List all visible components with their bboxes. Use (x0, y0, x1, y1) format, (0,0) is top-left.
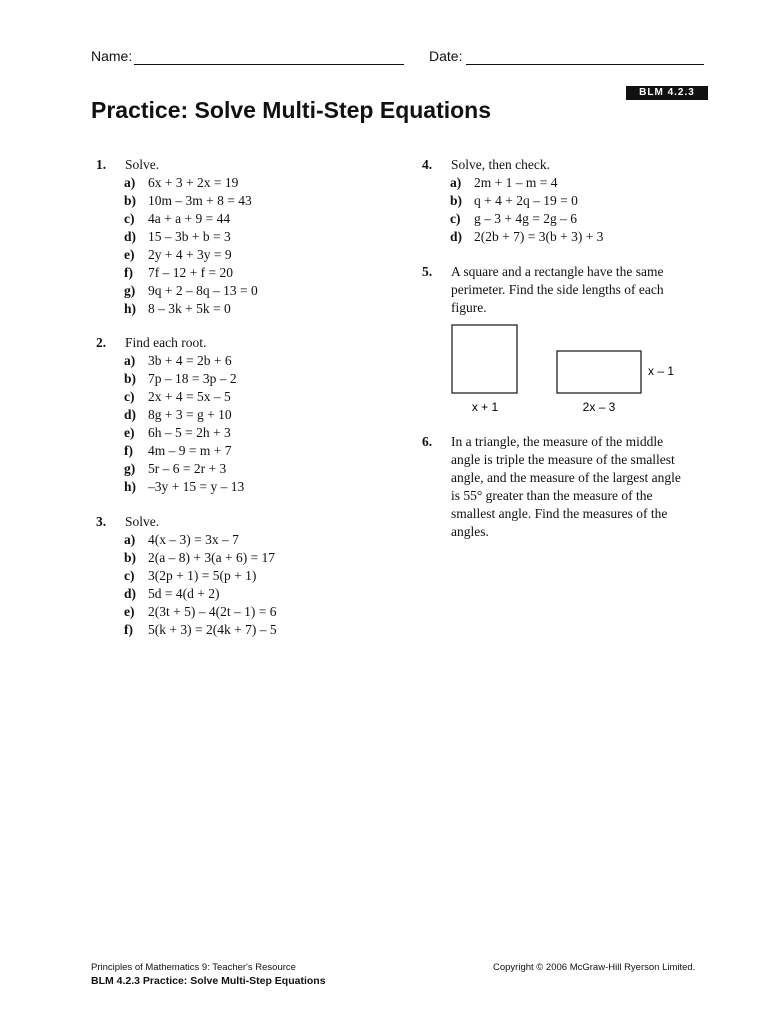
question-prompt: Solve. (125, 514, 160, 529)
part-letter: h) (124, 479, 137, 494)
equation-item (96, 370, 376, 388)
part-letter: b) (124, 371, 137, 386)
equation-item (422, 174, 702, 192)
question-line: angles. (451, 524, 489, 539)
equation-text: 7p – 18 = 3p – 2 (148, 371, 237, 386)
equation-item (422, 228, 702, 246)
equation-item (96, 282, 376, 300)
footer-page-title: BLM 4.2.3 Practice: Solve Multi-Step Equations (91, 975, 326, 987)
equation-text: 5(k + 3) = 2(4k + 7) – 5 (148, 622, 277, 637)
equation-text: 6h – 5 = 2h + 3 (148, 425, 231, 440)
blm-badge: BLM 4.2.3 (626, 86, 708, 100)
equation-text: 5d = 4(d + 2) (148, 586, 220, 601)
part-letter: g) (124, 461, 136, 476)
part-letter: b) (124, 193, 137, 208)
question-line: angle is triple the measure of the smallest (451, 452, 675, 467)
part-letter: a) (124, 175, 136, 190)
equation-text: 4a + a + 9 = 44 (148, 211, 231, 226)
equation-text: 2(2b + 7) = 3(b + 3) + 3 (474, 229, 604, 244)
part-letter: f) (124, 622, 133, 637)
equation-text: g – 3 + 4g = 2g – 6 (474, 211, 577, 226)
part-letter: b) (450, 193, 463, 208)
footer-book-title: Principles of Mathematics 9: Teacher's Resource (91, 962, 296, 973)
equation-text: 2x + 4 = 5x – 5 (148, 389, 231, 404)
part-letter: c) (124, 389, 135, 404)
equation-text: 2m + 1 – m = 4 (474, 175, 558, 190)
square-side-label: x + 1 (471, 400, 499, 414)
question-line: figure. (451, 300, 487, 315)
question-text (451, 263, 713, 317)
equation-item (96, 478, 376, 496)
square-shape (452, 325, 517, 393)
part-letter: a) (124, 353, 136, 368)
equation-text: 15 – 3b + b = 3 (148, 229, 231, 244)
part-letter: g) (124, 283, 136, 298)
equation-item (96, 192, 376, 210)
square-rectangle-figure (449, 320, 689, 420)
part-letter: e) (124, 604, 135, 619)
part-letter: c) (450, 211, 461, 226)
question-line: angle, and the measure of the largest angle (451, 470, 681, 485)
equation-item (422, 210, 702, 228)
equation-text: 9q + 2 – 8q – 13 = 0 (148, 283, 258, 298)
equation-item (96, 228, 376, 246)
rectangle-height-label: x – 1 (648, 364, 675, 378)
equation-item (96, 531, 376, 549)
part-letter: h) (124, 301, 137, 316)
question-3 (96, 513, 376, 639)
part-letter: d) (124, 407, 137, 422)
equation-item (96, 246, 376, 264)
equation-text: 3(2p + 1) = 5(p + 1) (148, 568, 257, 583)
equation-text: 4m – 9 = m + 7 (148, 443, 232, 458)
equation-item (96, 388, 376, 406)
rectangle-shape (557, 351, 641, 393)
equation-text: 7f – 12 + f = 20 (148, 265, 233, 280)
equation-item (422, 192, 702, 210)
part-letter: f) (124, 443, 133, 458)
part-letter: d) (124, 586, 137, 601)
question-1 (96, 156, 376, 318)
question-number: 5. (422, 264, 433, 279)
equation-item (96, 264, 376, 282)
equation-item (96, 424, 376, 442)
part-letter: d) (450, 229, 463, 244)
equation-text: 5r – 6 = 2r + 3 (148, 461, 227, 476)
equation-text: –3y + 15 = y – 13 (148, 479, 245, 494)
equation-text: 3b + 4 = 2b + 6 (148, 353, 232, 368)
question-number: 3. (96, 514, 107, 529)
equation-item (96, 603, 376, 621)
question-line: smallest angle. Find the measures of the (451, 506, 668, 521)
equation-text: 10m – 3m + 8 = 43 (148, 193, 252, 208)
equation-item (96, 549, 376, 567)
question-line: In a triangle, the measure of the middle (451, 434, 664, 449)
question-6 (422, 433, 722, 541)
equation-text: 2(3t + 5) – 4(2t – 1) = 6 (148, 604, 277, 619)
equation-item (96, 174, 376, 192)
equation-item (96, 567, 376, 585)
part-letter: a) (450, 175, 462, 190)
part-letter: c) (124, 211, 135, 226)
equation-text: q + 4 + 2q – 19 = 0 (474, 193, 578, 208)
rectangle-width-label: 2x – 3 (582, 400, 616, 414)
question-5 (422, 263, 722, 317)
equation-item (96, 621, 376, 639)
part-letter: f) (124, 265, 133, 280)
part-letter: e) (124, 247, 135, 262)
equation-text: 4(x – 3) = 3x – 7 (148, 532, 239, 547)
question-line: A square and a rectangle have the same (451, 264, 664, 279)
name-label: Name: (91, 48, 133, 64)
equation-item (96, 210, 376, 228)
equation-item (96, 300, 376, 318)
question-number: 6. (422, 434, 433, 449)
date-label: Date: (429, 48, 463, 64)
name-line (134, 64, 404, 65)
question-4 (422, 156, 702, 246)
part-letter: a) (124, 532, 136, 547)
equation-item (96, 406, 376, 424)
equation-text: 8g + 3 = g + 10 (148, 407, 232, 422)
equation-item (96, 460, 376, 478)
question-prompt: Solve. (125, 157, 160, 172)
footer-copyright: Copyright © 2006 McGraw-Hill Ryerson Limited. (493, 962, 696, 973)
question-number: 2. (96, 335, 107, 350)
date-line (466, 64, 704, 65)
question-prompt: Solve, then check. (451, 157, 550, 172)
question-text (451, 433, 713, 541)
equation-item (96, 442, 376, 460)
equation-text: 6x + 3 + 2x = 19 (148, 175, 239, 190)
part-letter: c) (124, 568, 135, 583)
equation-text: 2y + 4 + 3y = 9 (148, 247, 232, 262)
question-prompt: Find each root. (125, 335, 207, 350)
question-number: 4. (422, 157, 433, 172)
question-line: is 55° greater than the measure of the (451, 488, 653, 503)
part-letter: b) (124, 550, 137, 565)
equation-item (96, 585, 376, 603)
equation-text: 8 – 3k + 5k = 0 (148, 301, 231, 316)
part-letter: d) (124, 229, 137, 244)
part-letter: e) (124, 425, 135, 440)
equation-text: 2(a – 8) + 3(a + 6) = 17 (148, 550, 276, 565)
question-2 (96, 334, 376, 496)
question-number: 1. (96, 157, 107, 172)
equation-item (96, 352, 376, 370)
page-title: Practice: Solve Multi-Step Equations (91, 97, 492, 123)
question-line: perimeter. Find the side lengths of each (451, 282, 664, 297)
